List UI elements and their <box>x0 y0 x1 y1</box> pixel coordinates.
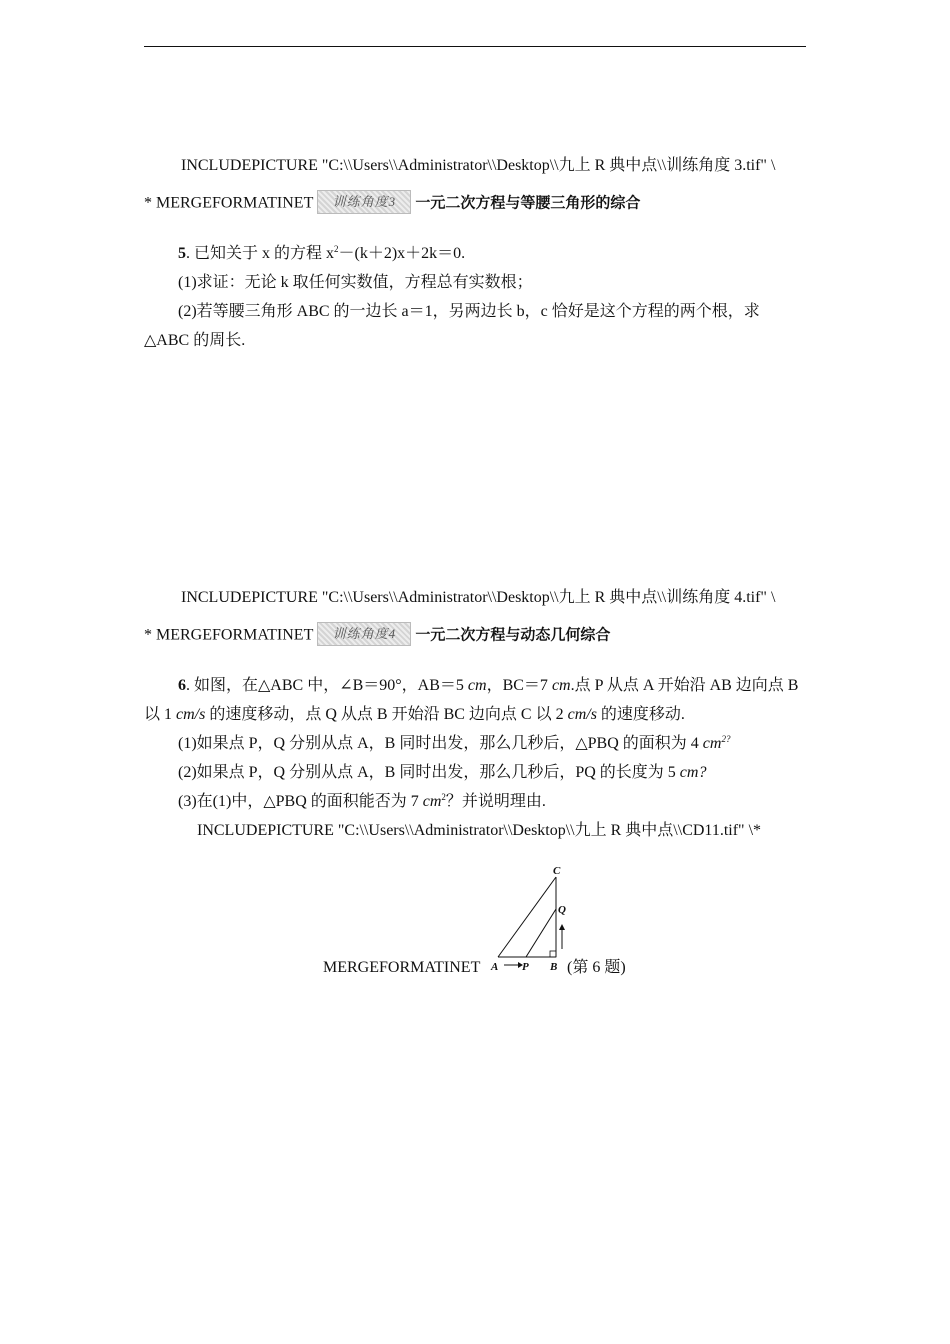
label-a: A <box>491 961 499 973</box>
include-field-tail: * MERGEFORMATINET <box>144 626 314 644</box>
section-badge: 训练角度4 <box>317 622 411 646</box>
section-title: 一元二次方程与等腰三角形的综合 <box>415 193 641 212</box>
question-5-part-2: (2)若等腰三角形 ABC 的一边长 a＝1，另两边长 b，c 恰好是这个方程的两个根，求 <box>178 303 760 320</box>
question-5-stem: 5. 已知关于 x 的方程 $x^2-(k+2)x+2k=0$. <box>178 244 466 262</box>
question-6-line-2: 以 1 cm/s 的速度移动，点 Q 从点 B 开始沿 BC 边向点 C 以 2 cm/s 的速度移动. <box>144 706 685 723</box>
right-angle-mark <box>550 951 556 957</box>
question-6-line-1: 6. 如图，在△ABC 中，∠B＝90°，AB＝5 cm，BC＝7 cm.点 P 从点 A 开始沿 AB 边向点 B <box>178 677 799 694</box>
label-q: Q <box>558 904 566 916</box>
section-heading <box>144 192 640 216</box>
segment-pq <box>526 909 556 957</box>
include-field-tail: MERGEFORMATINET <box>323 959 481 976</box>
question-number: 6 <box>178 677 186 694</box>
section-title: 一元二次方程与动态几何综合 <box>415 625 611 644</box>
section-badge: 训练角度3 <box>317 190 411 214</box>
arrow-q-head <box>559 924 565 930</box>
include-field-line: INCLUDEPICTURE "C:\\Users\\Administrator\\Desktop\\九上 R 典中点\\CD11.tif" \* <box>197 822 762 839</box>
include-field-tail: * MERGEFORMATINET <box>144 194 314 212</box>
include-field-line: INCLUDEPICTURE "C:\\Users\\Administrator\\Desktop\\九上 R 典中点\\训练角度 3.tif" \ <box>181 157 776 174</box>
question-number: 5 <box>178 245 186 262</box>
question-6-part-3: (3)在(1)中，△PBQ 的面积能否为 7 $cm^2$？并说明理由. <box>178 792 546 810</box>
question-5-part-2-cont: △ABC 的周长. <box>144 332 246 349</box>
include-field-line: INCLUDEPICTURE "C:\\Users\\Administrator\\Desktop\\九上 R 典中点\\训练角度 4.tif" \ <box>181 589 776 606</box>
triangle-figure <box>487 861 567 981</box>
question-5-part-1: (1)求证：无论 k 取任何实数值，方程总有实数根； <box>178 274 533 291</box>
figure-caption: (第 6 题) <box>567 959 626 976</box>
question-6-part-2: (2)如果点 P，Q 分别从点 A，B 同时出发，那么几秒后，PQ 的长度为 5 cm? <box>178 764 707 781</box>
question-6-part-1: (1)如果点 P，Q 分别从点 A，B 同时出发，那么几秒后，△PBQ 的面积为 4 $cm^{2?}$ <box>178 734 731 752</box>
label-c: C <box>553 865 561 877</box>
header-rule <box>144 46 806 47</box>
label-b: B <box>550 961 558 973</box>
side-ac <box>498 877 556 957</box>
label-p: P <box>522 961 529 973</box>
section-heading <box>144 624 610 648</box>
